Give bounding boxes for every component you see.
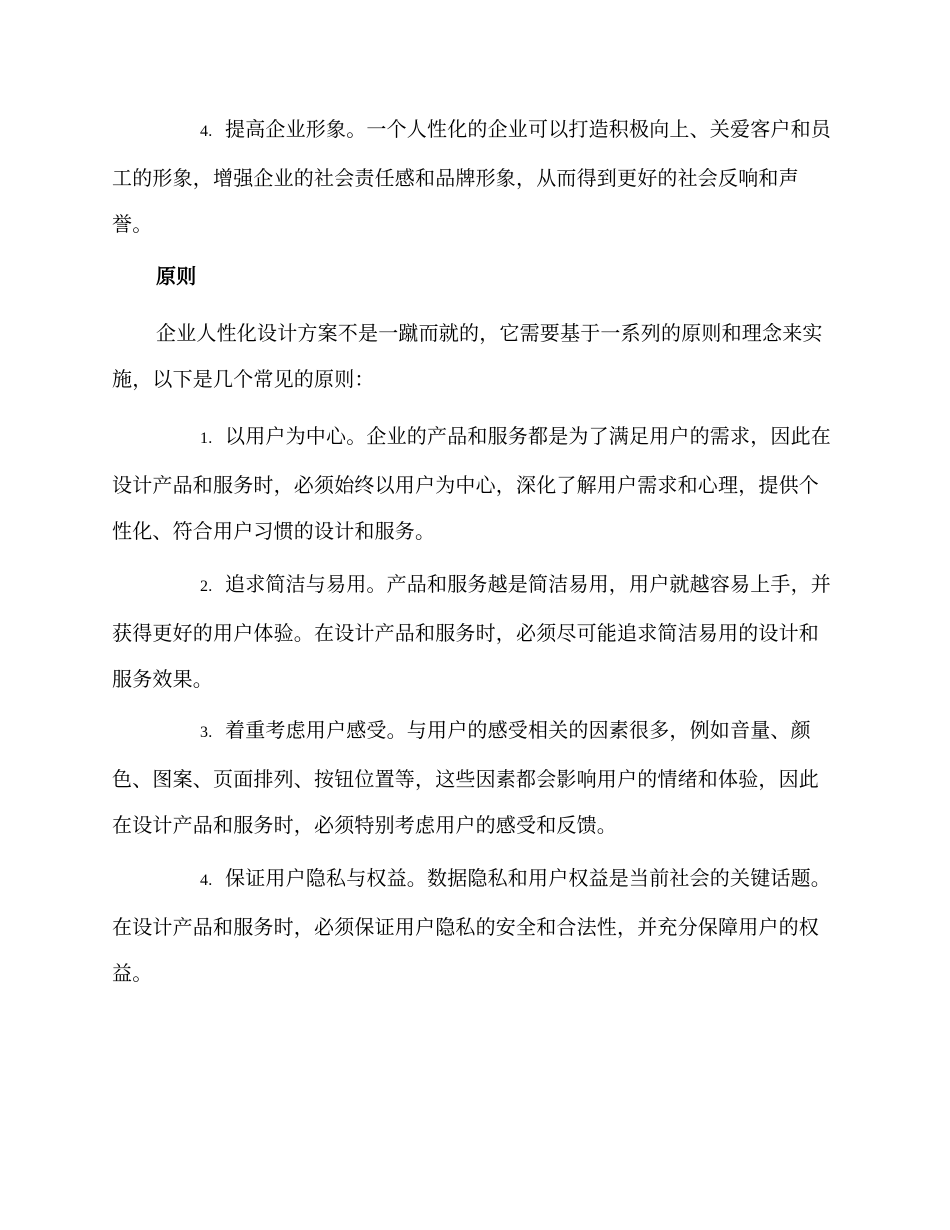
principle-number: 4. (200, 872, 213, 889)
principle-number: 3. (200, 724, 213, 741)
principle-item (112, 561, 836, 702)
principle-number: 1. (200, 430, 213, 447)
numbered-paragraph (112, 106, 836, 247)
principle-number: 2. (200, 578, 213, 595)
principle-item (112, 855, 836, 996)
principle-text: 保证用户隐私与权益。数据隐私和用户权益是当前社会的关键话题。在设计产品和服务时，必须保证用户隐私的安全和合法性，并充分保障用户的权益。 (112, 866, 831, 985)
principle-text: 追求简洁与易用。产品和服务越是简洁易用，用户就越容易上手，并获得更好的用户体验。在设计产品和服务时，必须尽可能追求简洁易用的设计和服务效果。 (112, 572, 831, 691)
paragraph-number: 4. (200, 123, 213, 140)
principle-item (112, 413, 836, 554)
intro-paragraph: 企业人性化设计方案不是一蹴而就的，它需要基于一系列的原则和理念来实施，以下是几个常见的原则： (112, 321, 823, 391)
paragraph-text: 提高企业形象。一个人性化的企业可以打造积极向上、关爱客户和员工的形象，增强企业的社会责任感和品牌形象，从而得到更好的社会反响和声誉。 (112, 117, 831, 236)
principle-text: 着重考虑用户感受。与用户的感受相关的因素很多，例如音量、颜色、图案、页面排列、按钮位置等，这些因素都会影响用户的情绪和体验，因此在设计产品和服务时，必须特别考虑用户的感受和反馈。 (112, 718, 819, 837)
principle-item (112, 707, 836, 848)
principle-text: 以用户为中心。企业的产品和服务都是为了满足用户的需求，因此在设计产品和服务时，必须始终以用户为中心，深化了解用户需求和心理，提供个性化、符合用户习惯的设计和服务。 (112, 424, 831, 543)
section-heading: 原则 (156, 264, 197, 288)
